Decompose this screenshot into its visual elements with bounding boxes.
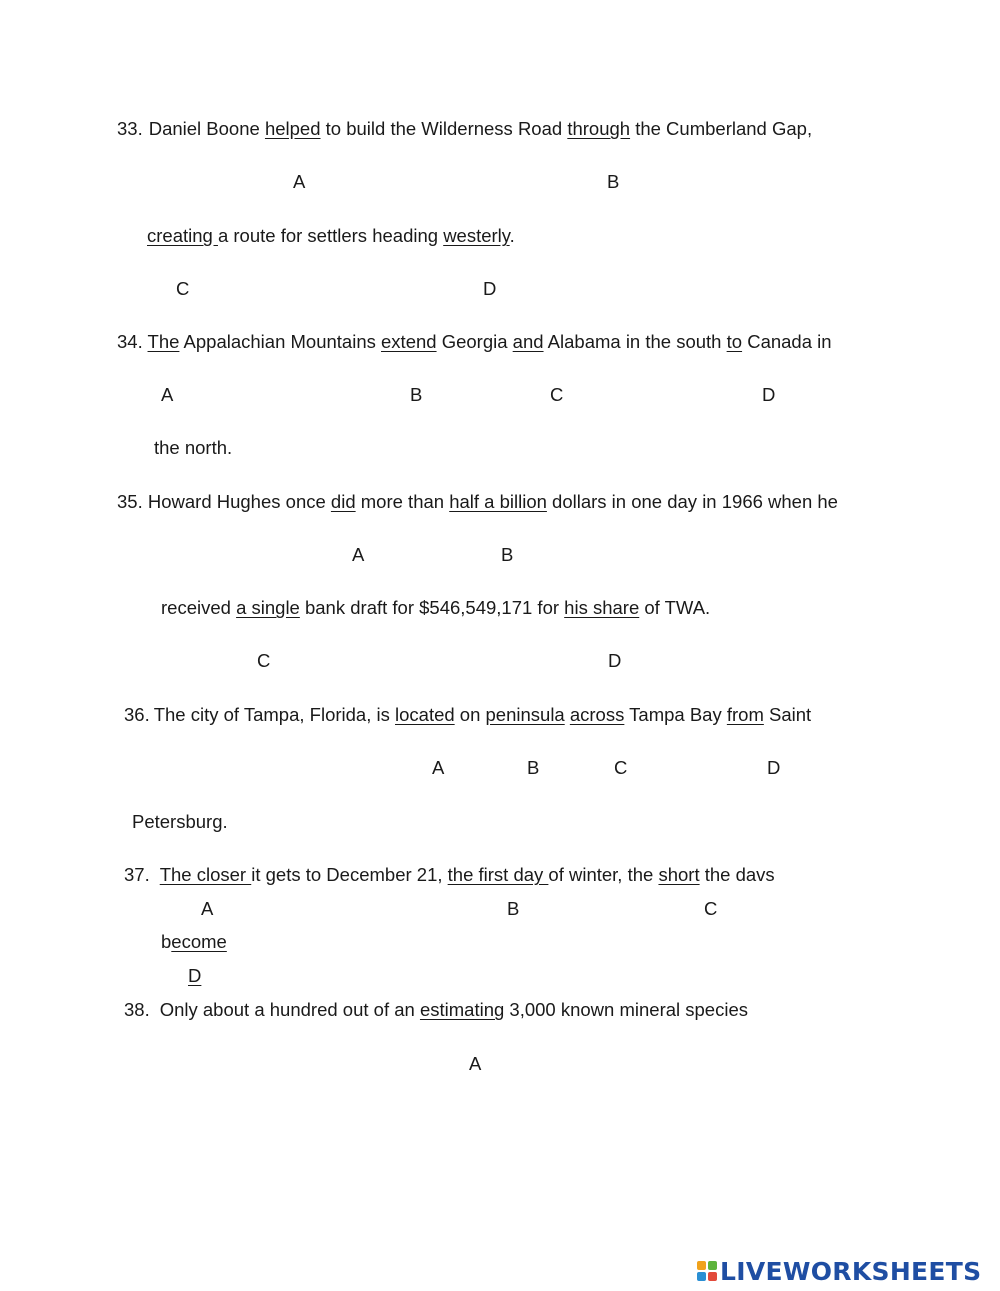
logo-mark-icon <box>697 1261 717 1281</box>
question-34-line2 <box>154 439 232 458</box>
underlined-option-a: The closer <box>159 864 252 885</box>
text-segment: Petersburg. <box>132 811 228 832</box>
text-segment: Saint <box>763 704 812 725</box>
underlined-option-c: creating <box>147 225 218 246</box>
text-segment: Appalachian Mountains <box>179 331 382 352</box>
question-35-line2 <box>161 599 710 618</box>
option-letter-d: D <box>188 965 202 986</box>
underlined-option-b: peninsula <box>485 704 565 725</box>
text-segment: Howard Hughes once <box>147 491 331 512</box>
option-letter-a: A <box>469 1053 482 1074</box>
text-segment: on <box>454 704 486 725</box>
question-number: 33. <box>117 118 143 139</box>
option-letter-a: A <box>293 171 306 192</box>
question-38 <box>124 1001 748 1020</box>
underlined-option-c: a single <box>236 597 300 618</box>
option-letter-a: A <box>352 544 365 565</box>
question-number: 34. <box>117 331 143 352</box>
underlined-option-b: the first day <box>447 864 549 885</box>
option-letter-c: C <box>614 757 628 778</box>
option-letter-c: C <box>176 278 190 299</box>
text-segment: of TWA. <box>639 597 711 618</box>
text-segment: Only about a hundred out of an <box>159 999 420 1020</box>
text-segment: The city of Tampa, Florida, is <box>153 704 395 725</box>
text-segment: of winter, the <box>548 864 659 885</box>
text-segment: . <box>509 225 515 246</box>
text-segment: received <box>161 597 237 618</box>
option-letter-a: A <box>201 898 214 919</box>
underlined-option-d: westerly <box>443 225 510 246</box>
text-segment: Canada in <box>742 331 832 352</box>
option-letter-b: B <box>507 898 520 919</box>
question-number: 37. <box>124 864 150 885</box>
underlined-option-a: located <box>395 704 455 725</box>
liveworksheets-logo[interactable] <box>697 1258 981 1284</box>
underlined-option-d: his share <box>564 597 640 618</box>
option-letter-d: D <box>762 384 776 405</box>
option-letter-b: B <box>501 544 514 565</box>
option-letter-d: D <box>483 278 497 299</box>
question-33 <box>117 120 812 139</box>
question-number: 35. <box>117 491 143 512</box>
text-segment: it gets to December 21, <box>251 864 448 885</box>
text-segment: the Cumberland Gap, <box>630 118 813 139</box>
underlined-option-b: extend <box>381 331 437 352</box>
underlined-option-b: through <box>567 118 631 139</box>
underlined-option-d: ecome <box>171 931 227 952</box>
text-segment: to build the Wilderness Road <box>320 118 568 139</box>
option-letter-c: C <box>704 898 718 919</box>
option-letter-b: B <box>410 384 423 405</box>
question-37 <box>124 866 775 885</box>
text-segment: a route for settlers heading <box>217 225 444 246</box>
underlined-option-a: helped <box>264 118 321 139</box>
underlined-option-a: estimating <box>419 999 505 1020</box>
option-letter-b: B <box>527 757 540 778</box>
question-33-line2 <box>147 227 515 246</box>
underlined-option-c: and <box>512 331 544 352</box>
question-36-line2 <box>132 813 228 832</box>
underlined-option-c: across <box>569 704 625 725</box>
text-segment: the davs <box>699 864 775 885</box>
text-segment: more than <box>355 491 450 512</box>
text-segment: bank draft for $546,549,171 for <box>299 597 565 618</box>
option-letter-c: C <box>257 650 271 671</box>
option-letter-a: A <box>161 384 174 405</box>
underlined-option-d: to <box>726 331 743 352</box>
option-letter-b: B <box>607 171 620 192</box>
option-letter-c: C <box>550 384 564 405</box>
text-segment: b <box>161 931 172 952</box>
option-letter-d: D <box>767 757 781 778</box>
question-37-line2 <box>161 933 227 952</box>
underlined-option-a: The <box>147 331 180 352</box>
option-letter-a: A <box>432 757 445 778</box>
question-35 <box>117 493 838 512</box>
question-34 <box>117 333 832 352</box>
question-36 <box>124 706 811 725</box>
underlined-option-a: did <box>330 491 356 512</box>
logo-text: LIVEWORKSHEETS <box>720 1256 982 1286</box>
text-segment: Tampa Bay <box>624 704 727 725</box>
question-number: 36. <box>124 704 150 725</box>
text-segment: Daniel Boone <box>148 118 265 139</box>
text-segment: Alabama in the south <box>543 331 727 352</box>
option-letter-d: D <box>608 650 622 671</box>
text-segment: dollars in one day in 1966 when he <box>546 491 838 512</box>
underlined-option-d: from <box>726 704 764 725</box>
text-segment: 3,000 known mineral species <box>504 999 748 1020</box>
text-segment: Georgia <box>436 331 513 352</box>
question-number: 38. <box>124 999 150 1020</box>
underlined-option-c: short <box>658 864 700 885</box>
underlined-option-b: half a billion <box>449 491 547 512</box>
text-segment: the north. <box>154 437 233 458</box>
